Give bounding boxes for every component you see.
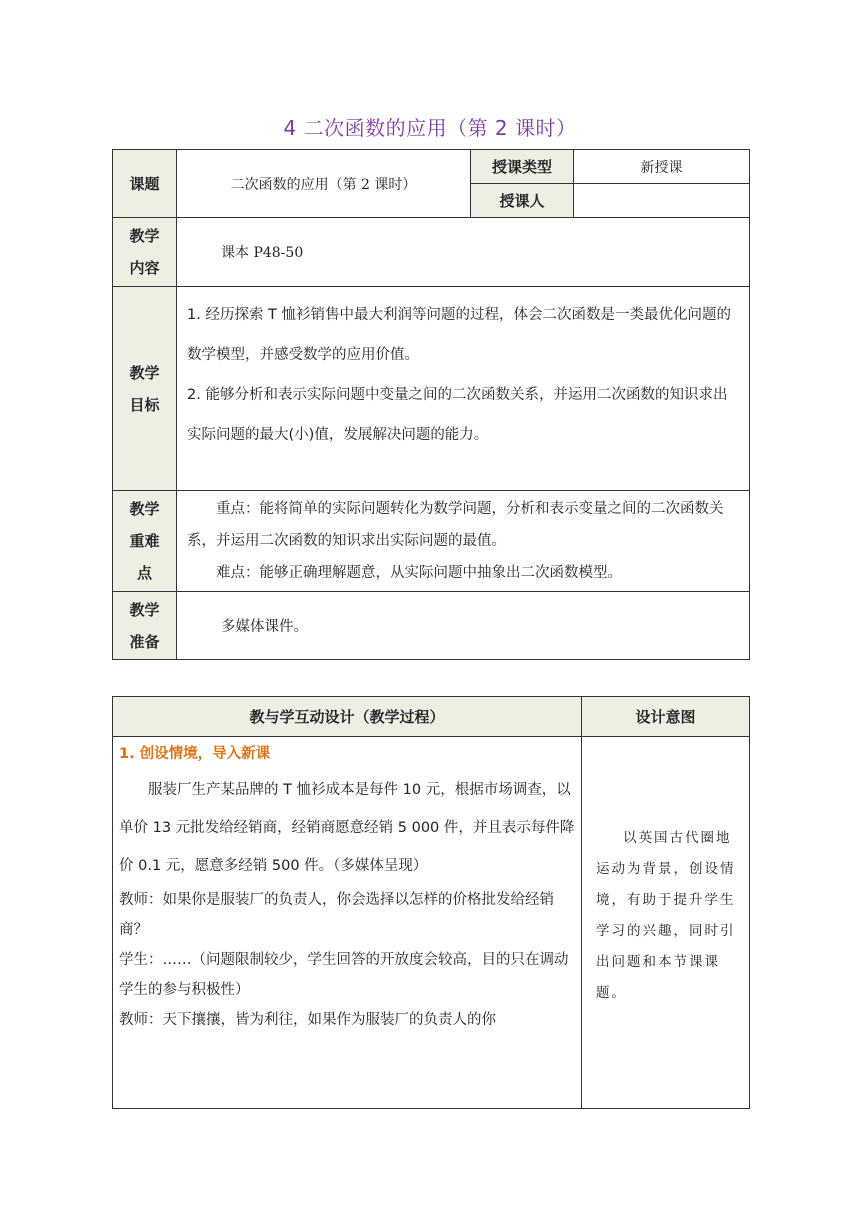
section-heading: 1. 创设情境，导入新课 bbox=[119, 746, 271, 762]
content-row bbox=[113, 218, 750, 287]
content-value: 课本 P48-50 bbox=[177, 218, 750, 287]
difficulty-text: 难点：能够正确理解题意，从实际问题中抽象出二次函数模型。 bbox=[216, 565, 622, 581]
key-points-row bbox=[113, 491, 750, 592]
label-lesson-type: 授课类型 bbox=[471, 150, 574, 184]
label-prep-line2: 准备 bbox=[129, 632, 160, 651]
label-topic: 课题 bbox=[113, 150, 177, 218]
label-prep-line1: 教学 bbox=[129, 600, 160, 619]
prep-value: 多媒体课件。 bbox=[177, 592, 750, 660]
lesson-info-table bbox=[112, 149, 750, 660]
process-content bbox=[113, 737, 582, 1109]
process-paragraph-3: 学生：……（问题限制较少，学生回答的开放度会较高，目的只在调动学生的参与积极性） bbox=[119, 952, 569, 998]
teacher-value bbox=[574, 184, 750, 218]
label-key-line2: 重难 bbox=[129, 532, 160, 550]
label-goals-line1: 教学 bbox=[129, 363, 160, 382]
label-content bbox=[113, 218, 177, 287]
key-points-value bbox=[177, 491, 750, 592]
label-prep bbox=[113, 592, 177, 660]
process-paragraph-2: 教师：如果你是服装厂的负责人，你会选择以怎样的价格批发给经销商？ bbox=[119, 892, 554, 938]
label-goals-line2: 目标 bbox=[129, 395, 160, 414]
label-key-line1: 教学 bbox=[129, 500, 160, 518]
goal-item-2: 2. 能够分析和表示实际问题中变量之间的二次函数关系，并运用二次函数的知识求出实际问题的最大(小)值，发展解决问题的能力。 bbox=[187, 387, 728, 443]
process-paragraph-4: 教师：天下攘攘，皆为利往，如果作为服装厂的负责人的你 bbox=[119, 1012, 496, 1028]
intent-content bbox=[582, 737, 750, 1109]
label-key-line3: 点 bbox=[136, 564, 152, 582]
label-content-line1: 教学 bbox=[129, 227, 160, 245]
page-title: 4 二次函数的应用（第 2 课时） bbox=[283, 116, 577, 140]
key-point-text: 重点：能将简单的实际问题转化为数学问题，分析和表示变量之间的二次函数关系，并运用二次函数的知识求出实际问题的最值。 bbox=[187, 501, 724, 549]
goals-value bbox=[177, 287, 750, 491]
process-table bbox=[112, 696, 750, 1109]
process-paragraph-1: 服装厂生产某品牌的 T 恤衫成本是每件 10 元，根据市场调查，以单价 13 元批发给经销商，经销商愿意经销 5 000 件，并且表示每件降价 0.1 元，愿意多经销 500 件。（多媒体呈现） bbox=[119, 782, 575, 874]
prep-row bbox=[113, 592, 750, 660]
header-process: 教与学互动设计（教学过程） bbox=[113, 697, 582, 737]
label-key-points bbox=[113, 491, 177, 592]
process-header-row bbox=[113, 697, 750, 737]
label-teacher: 授课人 bbox=[471, 184, 574, 218]
topic-value: 二次函数的应用（第 2 课时） bbox=[177, 150, 471, 218]
process-body-row bbox=[113, 737, 750, 1109]
intent-text: 以英国古代圈地运动为背景，创设情境，有助于提升学生学习的兴趣，同时引出问题和本节课课题。 bbox=[596, 830, 736, 1001]
header-intent: 设计意图 bbox=[582, 697, 750, 737]
label-goals bbox=[113, 287, 177, 491]
goals-row bbox=[113, 287, 750, 491]
lesson-type-value: 新授课 bbox=[574, 150, 750, 184]
topic-row bbox=[113, 150, 750, 184]
label-content-line2: 内容 bbox=[129, 259, 160, 277]
goal-item-1: 1. 经历探索 T 恤衫销售中最大利润等问题的过程，体会二次函数是一类最优化问题的数学模型，并感受数学的应用价值。 bbox=[187, 307, 732, 363]
